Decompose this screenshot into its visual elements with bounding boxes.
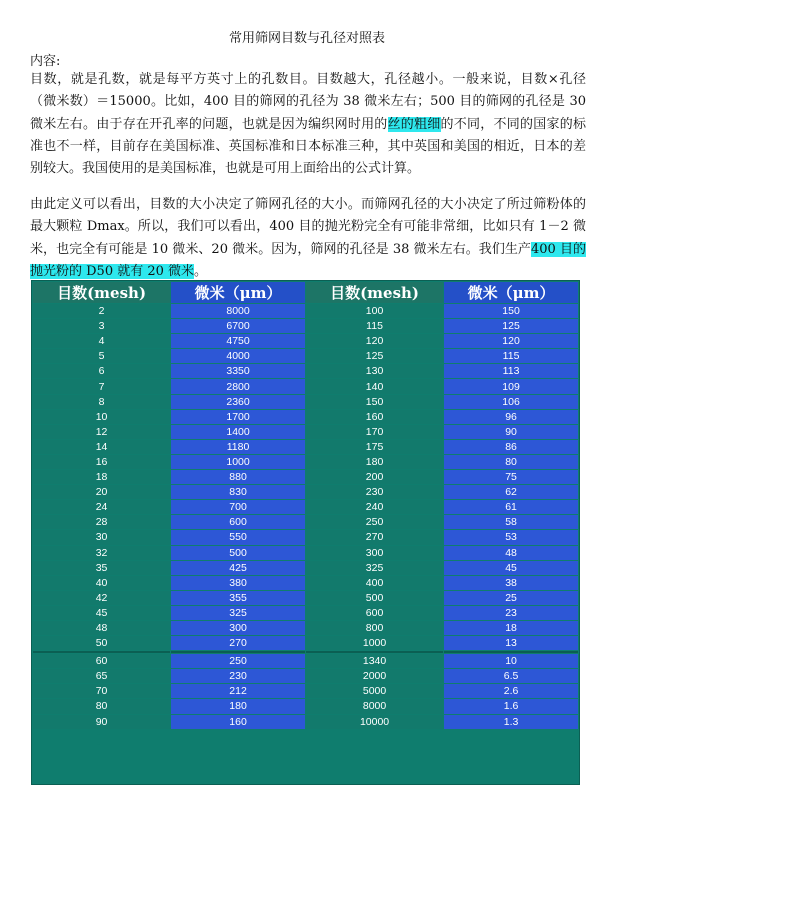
table-cell: 5000 [306, 684, 443, 698]
table-row [33, 440, 578, 454]
table-cell: 230 [171, 669, 305, 683]
table-cell: 8 [33, 395, 170, 409]
table-cell: 170 [306, 425, 443, 439]
table-cell: 61 [444, 500, 578, 514]
table-cell: 325 [306, 561, 443, 575]
table-cell: 80 [33, 699, 170, 713]
table-cell: 86 [444, 440, 578, 454]
table-cell: 250 [171, 654, 305, 668]
paragraph-text: 。 [194, 263, 208, 279]
table-cell: 500 [171, 546, 305, 560]
table-cell: 100 [306, 304, 443, 318]
table-row [33, 684, 578, 698]
table-row [33, 546, 578, 560]
table-cell: 40 [33, 576, 170, 590]
table-cell: 355 [171, 591, 305, 605]
table-cell: 150 [306, 395, 443, 409]
table-row [33, 349, 578, 363]
table-cell: 150 [444, 304, 578, 318]
header-micron-left: 微米（μm） [171, 282, 305, 303]
table-cell: 380 [171, 576, 305, 590]
table-cell: 115 [444, 349, 578, 363]
table-cell: 2800 [171, 379, 305, 393]
table-cell: 106 [444, 395, 578, 409]
table-cell: 58 [444, 515, 578, 529]
table-row [33, 576, 578, 590]
table-cell: 1000 [306, 636, 443, 650]
table-divider [33, 651, 578, 653]
table-row [33, 606, 578, 620]
paragraph-text: 目数，就是孔数，就是每平方英寸上的孔数目。目数越大，孔径越小。一般来说，目数×孔径（微米数）＝15000。比如，400 目的筛网的孔径为 38 微米左右；500 目的筛网的孔径是 30 微米左右。由于存在开孔率的问题，也就是因为编织网时用的 [30, 72, 586, 132]
table-cell: 10000 [306, 715, 443, 729]
table-cell: 4 [33, 334, 170, 348]
table-cell: 200 [306, 470, 443, 484]
table-cell: 125 [444, 319, 578, 333]
table-cell: 53 [444, 530, 578, 544]
table-row [33, 410, 578, 424]
table-cell: 425 [171, 561, 305, 575]
table-cell: 18 [444, 621, 578, 635]
table-cell: 80 [444, 455, 578, 469]
table-cell: 700 [171, 500, 305, 514]
table-cell: 65 [33, 669, 170, 683]
table-cell: 500 [306, 591, 443, 605]
header-mesh-right: 目数(mesh) [306, 282, 443, 303]
highlighted-text: 丝的粗细 [387, 116, 441, 132]
table-cell: 270 [306, 530, 443, 544]
table-cell: 600 [171, 515, 305, 529]
table-cell: 2 [33, 304, 170, 318]
table-cell: 28 [33, 515, 170, 529]
table-cell: 16 [33, 455, 170, 469]
mesh-size-table [31, 280, 790, 913]
table-cell: 8000 [306, 699, 443, 713]
table-cell: 1.6 [444, 699, 578, 713]
table-row [33, 334, 578, 348]
table-cell: 400 [306, 576, 443, 590]
table-cell: 600 [306, 606, 443, 620]
table-cell: 120 [306, 334, 443, 348]
table-cell: 1000 [171, 455, 305, 469]
table-cell: 70 [33, 684, 170, 698]
table-cell: 4000 [171, 349, 305, 363]
table-cell: 550 [171, 530, 305, 544]
table-row [33, 470, 578, 484]
table-cell: 90 [33, 715, 170, 729]
table-cell: 50 [33, 636, 170, 650]
table-cell: 325 [171, 606, 305, 620]
table-cell: 180 [171, 699, 305, 713]
table-cell: 830 [171, 485, 305, 499]
table-cell: 48 [444, 546, 578, 560]
table-cell: 300 [306, 546, 443, 560]
divider-cell [306, 651, 443, 653]
table-cell: 6 [33, 364, 170, 378]
table-cell: 212 [171, 684, 305, 698]
table-cell: 1400 [171, 425, 305, 439]
table-cell: 175 [306, 440, 443, 454]
table-cell: 13 [444, 636, 578, 650]
table-row [33, 485, 578, 499]
table-cell: 38 [444, 576, 578, 590]
table-cell: 6.5 [444, 669, 578, 683]
table-cell: 160 [171, 715, 305, 729]
table-cell: 18 [33, 470, 170, 484]
table-cell: 1.3 [444, 715, 578, 729]
table-cell: 120 [444, 334, 578, 348]
table-cell: 125 [306, 349, 443, 363]
divider-cell [33, 651, 170, 653]
table-cell: 45 [444, 561, 578, 575]
table-cell: 113 [444, 364, 578, 378]
table-row [33, 621, 578, 635]
table-cell: 8000 [171, 304, 305, 318]
table-cell: 4750 [171, 334, 305, 348]
table-cell: 32 [33, 546, 170, 560]
table-cell: 30 [33, 530, 170, 544]
table-cell: 1340 [306, 654, 443, 668]
table-cell: 300 [171, 621, 305, 635]
table-row [33, 379, 578, 393]
table-cell: 14 [33, 440, 170, 454]
paragraph-mesh-definition [30, 69, 586, 180]
table-cell: 10 [444, 654, 578, 668]
table-cell: 12 [33, 425, 170, 439]
table-cell: 24 [33, 500, 170, 514]
table-cell: 240 [306, 500, 443, 514]
table-cell: 1700 [171, 410, 305, 424]
table-cell: 2000 [306, 669, 443, 683]
table-cell: 5 [33, 349, 170, 363]
table-row [33, 636, 578, 650]
table-cell: 35 [33, 561, 170, 575]
table-cell: 75 [444, 470, 578, 484]
table-cell: 160 [306, 410, 443, 424]
divider-cell [444, 651, 578, 653]
table-cell: 60 [33, 654, 170, 668]
table-cell: 180 [306, 455, 443, 469]
table-cell: 2360 [171, 395, 305, 409]
table-cell: 20 [33, 485, 170, 499]
table-row [33, 715, 578, 729]
table-row [33, 364, 578, 378]
table-cell: 42 [33, 591, 170, 605]
table-cell: 130 [306, 364, 443, 378]
watermark: www.docin.com [142, 822, 790, 913]
table-cell: 10 [33, 410, 170, 424]
table-cell: 3 [33, 319, 170, 333]
table-cell: 3350 [171, 364, 305, 378]
table-cell: 270 [171, 636, 305, 650]
table-row [33, 395, 578, 409]
divider-cell [171, 651, 305, 653]
table-cell: 90 [444, 425, 578, 439]
table-row [33, 530, 578, 544]
table-cell: 7 [33, 379, 170, 393]
table-cell: 800 [306, 621, 443, 635]
table-cell: 23 [444, 606, 578, 620]
paragraph-text: 的不同，不同的国家的标准也不一样，目前存在美国标准、英国标准和日本标准三种，其中英国和美国的相近，日本的差别较大。我国使用的是美国标准，也就是可用上面给出的公式计算。 [30, 116, 586, 177]
table-cell: 880 [171, 470, 305, 484]
table-row [33, 425, 578, 439]
table-cell: 45 [33, 606, 170, 620]
table-cell: 48 [33, 621, 170, 635]
content-label: 内容: [30, 54, 61, 69]
header-mesh-left: 目数(mesh) [33, 282, 170, 303]
table-cell: 62 [444, 485, 578, 499]
table-row [33, 319, 578, 333]
document-title: 常用筛网目数与孔径对照表 [228, 31, 385, 46]
table-cell: 1180 [171, 440, 305, 454]
table-row [33, 561, 578, 575]
table-row [33, 591, 578, 605]
header-micron-right: 微米（μm） [444, 282, 578, 303]
table-row [33, 669, 578, 683]
table-row [33, 515, 578, 529]
table-cell: 2.6 [444, 684, 578, 698]
table-cell: 25 [444, 591, 578, 605]
table-cell: 250 [306, 515, 443, 529]
highlighted-text: 400 目的抛光粉的 D50 就有 20 微米 [30, 241, 586, 279]
table-cell: 140 [306, 379, 443, 393]
table-cell: 109 [444, 379, 578, 393]
table-cell: 6700 [171, 319, 305, 333]
table-row [33, 304, 578, 318]
table-row [33, 500, 578, 514]
paragraph-text: 由此定义可以看出，目数的大小决定了筛网孔径的大小。而筛网孔径的大小决定了所过筛粉体的最大颗粒 Dmax。所以，我们可以看出，400 目的抛光粉完全有可能非常细，比如只有 1－2 微米，也完全有可能是 10 微米、20 微米。因为，筛网的孔径是 38 微米左右。我们生产 [30, 197, 586, 257]
table-row [33, 455, 578, 469]
table-cell: 230 [306, 485, 443, 499]
table-row [33, 654, 578, 668]
table-cell: 96 [444, 410, 578, 424]
table-cell: 115 [306, 319, 443, 333]
table-row [33, 699, 578, 713]
table-header-row [33, 282, 578, 303]
paragraph-conclusion [30, 194, 586, 283]
